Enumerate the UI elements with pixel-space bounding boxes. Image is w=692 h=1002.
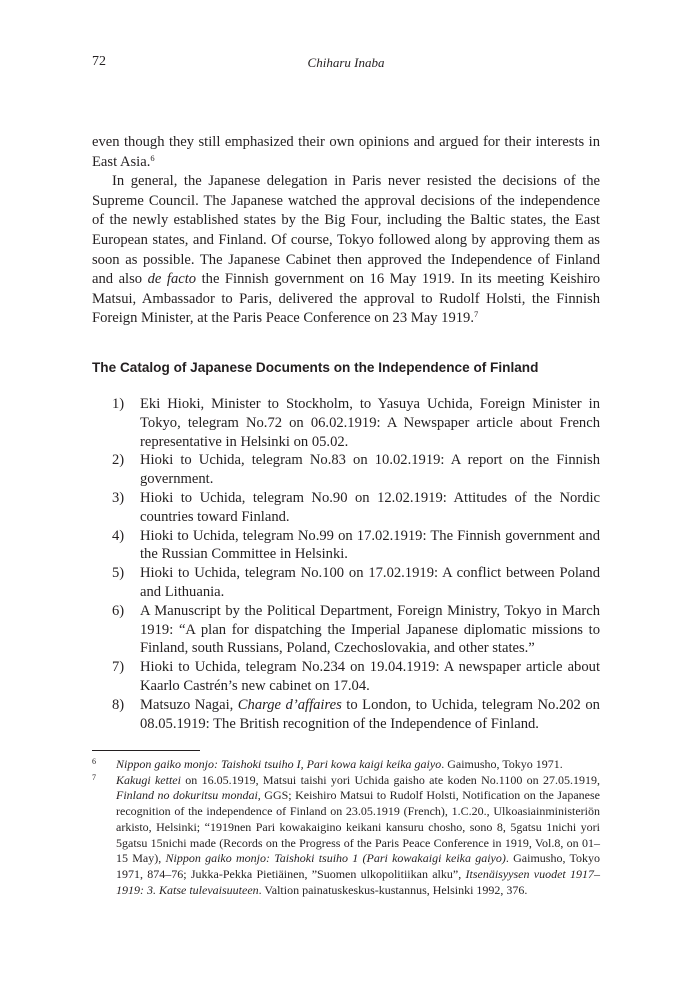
catalog-item-text: A Manuscript by the Political Department, Foreign Ministry, Tokyo in March 1919: “A plan for dispatching the Imperial Japanese diplomatic missions to Finland, south Russians, Poland, Czechoslovakia, and other states.” (140, 602, 600, 657)
document-catalog-list (92, 395, 600, 733)
catalog-item-text: Hioki to Uchida, telegram No.100 on 17.02.1919: A conflict between Poland and Lithuania. (140, 565, 600, 600)
catalog-item: 8) Matsuzo Nagai, Charge d’affaires to London, to Uchida, telegram No.202 on 08.05.1919: The British recognition of the Independence of Finland. (112, 696, 600, 732)
catalog-item-number: 2) (112, 452, 125, 469)
catalog-item-number: 1) (112, 396, 125, 412)
running-head-author: Chiharu Inaba (307, 55, 385, 70)
catalog-item (92, 602, 600, 658)
catalog-item-number: 5) (112, 565, 125, 582)
section-heading: The Catalog of Japanese Documents on the Independence of Finland (92, 360, 539, 375)
catalog-item-number: 3) (112, 489, 125, 506)
catalog-item (92, 658, 600, 696)
catalog-item (92, 527, 600, 565)
catalog-item-text: Hioki to Uchida, telegram No.83 on 10.02.1919: A report on the Finnish government. (140, 452, 600, 488)
catalog-item-text: Hioki to Uchida, telegram No.99 on 17.02.1919: The Finnish government and the Russian Committee in Helsinki. (140, 527, 600, 563)
catalog-item-number: 4) (112, 527, 125, 544)
footnote-mark: 7 (92, 772, 96, 782)
paragraph: In general, the Japanese delegation in Paris never resisted the decisions of the Supreme Council. The Japanese watched the approval decisions of the independence of the newly established states by the Big Four, including the Baltic states, the East European states, and Finland. Of course, Tokyo followed along by approving them as soon as possible. The Japanese Cabinet then approved the Independence of Finland and also de facto the Finnish government on 16 May 1919. In its meeting Keishiro Matsui, Ambassador to Paris, delivered the approval to Rudolf Holsti, the Finnish Foreign Minister, at the Paris Peace Conference on 23 May 1919.$^7$ (92, 173, 600, 327)
footnote-mark: 6 (92, 757, 96, 766)
catalog-item (92, 451, 600, 489)
footnote-reference[interactable]: 6 (150, 152, 155, 163)
catalog-item (92, 489, 600, 527)
catalog-item-number: 7) (112, 659, 125, 676)
footnote-6: 6 Nippon gaiko monjo: Taishoki tsuiho I, Pari kowa kaigi keika gaiyo. Gaimusho, Tokyo 1971. (92, 757, 600, 773)
catalog-item (92, 395, 600, 451)
paragraph: even though they still emphasized their own opinions and argued for their interests in East Asia.$^6$ (92, 134, 600, 170)
catalog-item-text: Eki Hioki, Minister to Stockholm, to Yasuya Uchida, Foreign Minister in Tokyo, telegram No.72 on 06.02.1919: A Newspaper article about French representative in Helsinki on 05.02. (140, 396, 600, 450)
footnote-reference[interactable]: 7 (474, 309, 479, 320)
body-text (92, 133, 600, 329)
catalog-item (92, 564, 600, 602)
footnote-divider (92, 750, 200, 751)
page-number: 72 (92, 54, 106, 69)
catalog-item-number: 8) (112, 696, 125, 713)
footnote-7: 7 Kakugi kettei on 16.05.1919, Matsui taishi yori Uchida gaisho ate koden No.1100 on 27.05.1919, Finland no dokuritsu mondai, GGS; Keishiro Matsui to Rudolf Holsti, Notification on the Japanese recognition of the independence of Finland on 23.05.1919 (French), 1.C.20., Ulkoasiainministeriön arkisto, Helsinki; “1919nen Pari kowakaigino keikani kansuru chosho, sono 8, 5gatsu 1nichi yori 5gatsu 15nichi made (Records on the Progress of the Paris Peace Conference in 1919, Vol.8, on 01–15 May), Nippon gaiko monjo: Taishoki tsuiho 1 (Pari kowakaigi keika gaiyo). Gaimusho, Tokyo 1971, 874–76; Jukka-Pekka Pietiäinen, ”Suomen ulkopolitiikan alku”, Itsenäisyysen vuodet 1917–1919: 3. Katse tulevaisuuteen. Valtion painatuskeskus-kustannus, Helsinki 1992, 376. (92, 773, 600, 899)
catalog-item-text: Hioki to Uchida, telegram No.90 on 12.02.1919: Attitudes of the Nordic countries toward Finland. (140, 489, 600, 525)
page-header (92, 54, 600, 74)
catalog-item-number: 6) (112, 602, 125, 619)
footnotes (92, 757, 600, 898)
catalog-item-text: Hioki to Uchida, telegram No.234 on 19.04.1919: A newspaper article about Kaarlo Castrén’s new cabinet on 17.04. (140, 659, 600, 694)
